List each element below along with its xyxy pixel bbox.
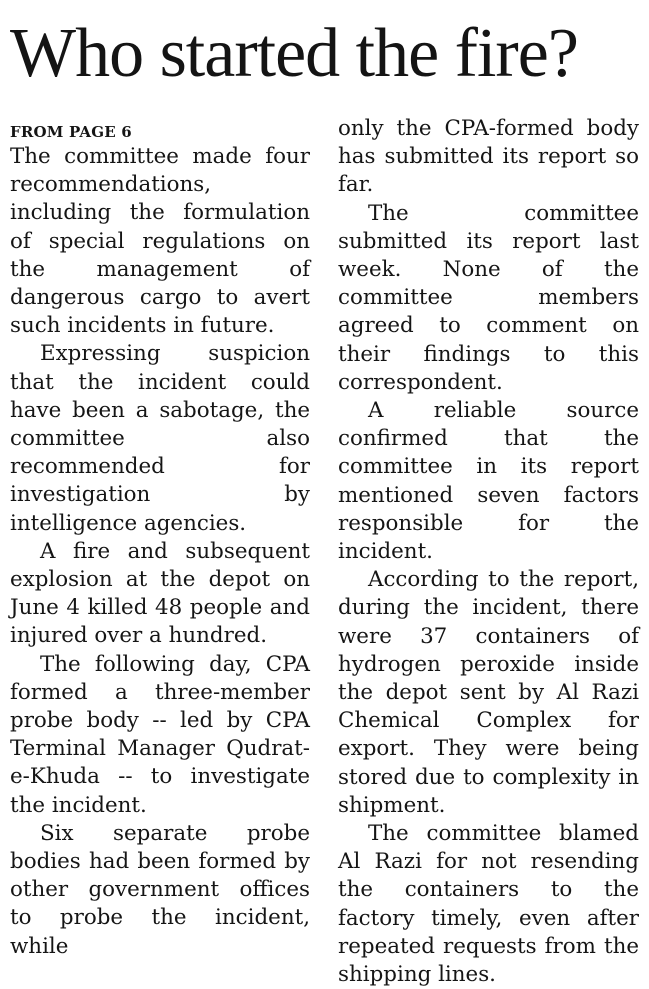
- paragraph: A reliable source confirmed that the committee in its report mentioned seven factors responsible for the incident.: [338, 398, 639, 565]
- continuation-kicker: FROM PAGE 6: [10, 123, 132, 141]
- right-column: [338, 115, 639, 989]
- paragraph: The following day, CPA formed a three-member probe body -- led by CPA Terminal Manager Qudrat-e-Khuda -- to investigate the incident.: [10, 651, 310, 818]
- paragraph: Expressing suspicion that the incident could have been a sabotage, the committee also recommended for investigation by intelligence agencies.: [10, 341, 310, 536]
- paragraph: The committee made four recommendations, including the formulation of special regulations on the management of dangerous cargo to avert such incidents in future.: [10, 144, 310, 339]
- paragraph: The committee submitted its report last week. None of the committee members agreed to comment on their findings to this correspondent.: [338, 200, 639, 395]
- paragraph: According to the report, during the incident, there were 37 containers of hydrogen peroxide inside the depot sent by Al Razi Chemical Complex for export. They were being stored due to complexity in shipment.: [338, 567, 639, 818]
- paragraph: only the CPA-formed body has submitted its report so far.: [338, 116, 639, 198]
- paragraph: The committee blamed Al Razi for not resending the containers to the factory timely, even after repeated requests from the shipping lines.: [338, 821, 639, 988]
- headline: Who started the fire?: [10, 15, 578, 92]
- paragraph: Six separate probe bodies had been formed by other government offices to probe the incident, while: [10, 820, 310, 959]
- left-column: [10, 121, 310, 961]
- paragraph: A fire and subsequent explosion at the depot on June 4 killed 48 people and injured over a hundred.: [10, 538, 310, 649]
